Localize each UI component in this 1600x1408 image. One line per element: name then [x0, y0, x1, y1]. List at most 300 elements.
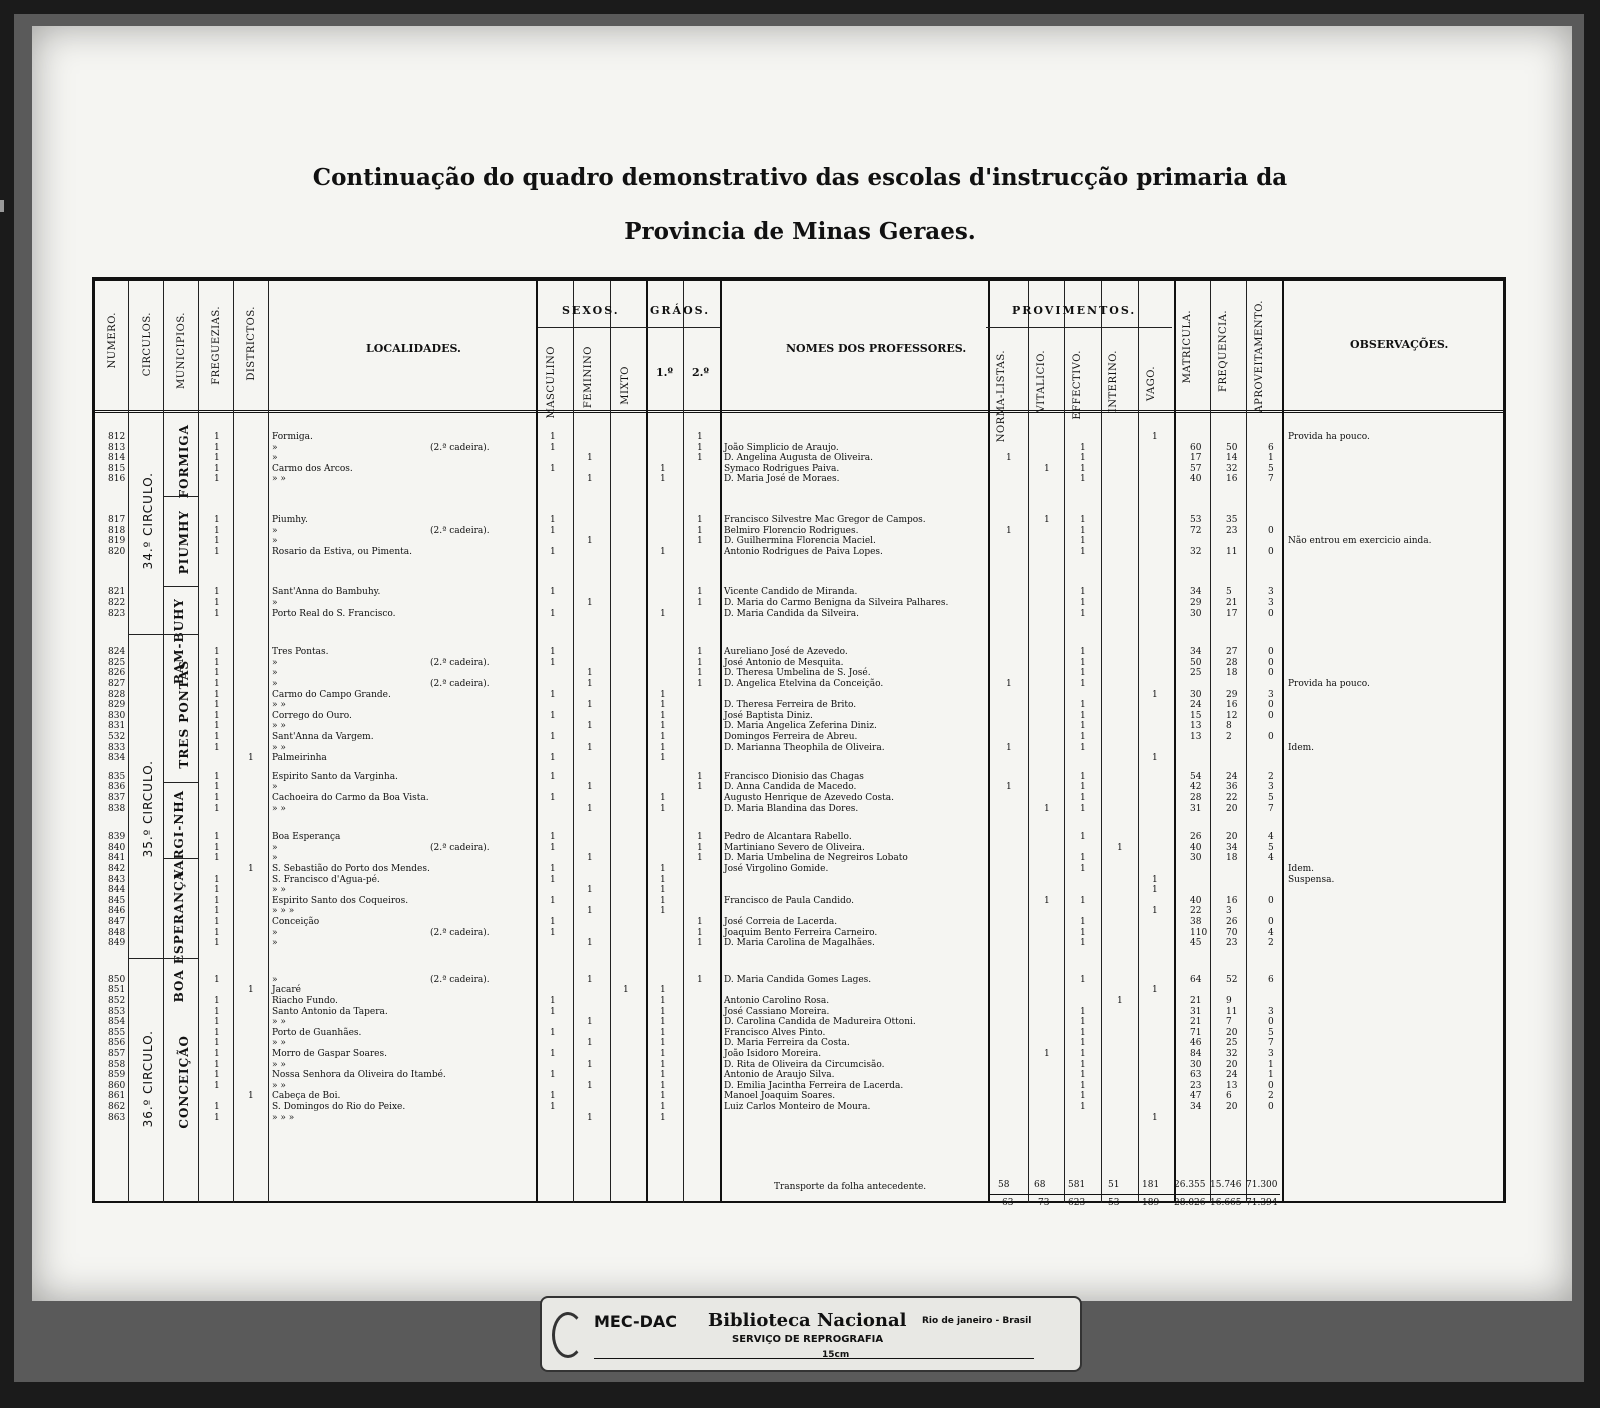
freguezia-mark: 1 [214, 525, 220, 536]
matricula-value: 24 [1190, 700, 1202, 711]
frequencia-value: 11 [1226, 1006, 1238, 1017]
stamp-library: Biblioteca Nacional [708, 1310, 907, 1331]
column-rule [198, 281, 199, 1203]
header-grao-2: 2.º [692, 366, 709, 379]
vitalicio-mark: 1 [1044, 895, 1050, 906]
grao1-mark: 1 [660, 864, 666, 874]
feminino-mark: 1 [587, 974, 593, 985]
grao1-mark: 1 [660, 463, 666, 474]
matricula-value: 26 [1190, 832, 1202, 843]
freguezia-mark: 1 [214, 657, 220, 668]
grao1-mark: 1 [660, 721, 666, 732]
row-number: 842 [108, 864, 126, 874]
masculino-mark: 1 [550, 832, 556, 843]
feminino-mark: 1 [587, 782, 593, 793]
column-rule [988, 281, 990, 1203]
transport-vitalicio: 68 [1034, 1180, 1046, 1190]
row-number: 827 [108, 679, 126, 689]
column-rule [1246, 281, 1247, 1203]
feminino-mark: 1 [587, 679, 593, 689]
professor-name: Belmiro Florencio Rodrigues. [724, 525, 859, 536]
professor-name: D. Theresa Ferreira de Brito. [724, 700, 857, 711]
professor-name: José Baptista Diniz. [724, 710, 813, 721]
professor-name: Aureliano José de Azevedo. [724, 647, 848, 658]
masculino-mark: 1 [550, 710, 556, 721]
matricula-value: 13 [1190, 732, 1202, 742]
column-rule [646, 281, 648, 1203]
feminino-mark: 1 [587, 1112, 593, 1123]
grao1-mark: 1 [660, 803, 666, 814]
effectivo-mark: 1 [1080, 1091, 1086, 1102]
interino-mark: 1 [1117, 842, 1123, 853]
row-number: 848 [108, 927, 126, 938]
localidade: » [272, 853, 278, 864]
stamp-service: SERVIÇO DE REPROGRAFIA [732, 1334, 884, 1345]
feminino-mark: 1 [587, 474, 593, 485]
freguezia-mark: 1 [214, 710, 220, 721]
cadeira-note: (2.ª cadeira). [430, 679, 490, 689]
grao1-mark: 1 [660, 874, 666, 885]
grao1-mark: 1 [660, 906, 666, 917]
vitalicio-mark: 1 [1044, 803, 1050, 814]
matricula-value: 31 [1190, 803, 1202, 814]
localidade: » » [272, 1017, 286, 1028]
effectivo-mark: 1 [1080, 536, 1086, 547]
column-rule [536, 281, 538, 1203]
localidade: Sant'Anna da Vargem. [272, 732, 374, 742]
frequencia-value: 23 [1226, 525, 1238, 536]
feminino-mark: 1 [587, 598, 593, 608]
feminino-mark: 1 [587, 853, 593, 864]
column-rule [128, 281, 129, 1203]
professor-name: D. Maria Angelica Zeferina Diniz. [724, 721, 877, 732]
effectivo-mark: 1 [1080, 1059, 1086, 1070]
matricula-value: 34 [1190, 647, 1202, 658]
matricula-value: 21 [1190, 996, 1202, 1006]
aproveitamento-value: 0 [1268, 657, 1274, 668]
professor-name: José Antonio de Mesquita. [724, 657, 844, 668]
row-number: 849 [108, 938, 126, 949]
freguezia-mark: 1 [214, 453, 220, 464]
masculino-mark: 1 [550, 917, 556, 927]
effectivo-mark: 1 [1080, 710, 1086, 721]
frequencia-value: 26 [1226, 917, 1238, 927]
effectivo-mark: 1 [1080, 853, 1086, 864]
row-number: 823 [108, 608, 126, 619]
aproveitamento-value: 6 [1268, 974, 1274, 985]
row-number: 532 [108, 732, 126, 742]
frequencia-value: 13 [1226, 1080, 1238, 1091]
frequencia-value: 16 [1226, 700, 1238, 711]
localidade: » » [272, 885, 286, 896]
effectivo-mark: 1 [1080, 546, 1086, 557]
aproveitamento-value: 0 [1268, 917, 1274, 927]
freguezia-mark: 1 [214, 474, 220, 485]
document-title: Continuação do quadro demonstrativo das escolas d'instrucção primaria da [312, 164, 1288, 191]
header-masculino: MASCULINO [546, 346, 557, 419]
matricula-value: 31 [1190, 1006, 1202, 1017]
frequencia-value: 32 [1226, 463, 1238, 474]
localidade: Conceição [272, 917, 320, 927]
grao1-mark: 1 [660, 474, 666, 485]
column-rule [1282, 281, 1284, 1203]
normalista-mark: 1 [1006, 782, 1012, 793]
matricula-value: 32 [1190, 546, 1202, 557]
localidade: Nossa Senhora da Oliveira do Itambé. [272, 1070, 446, 1081]
row-number: 818 [108, 525, 126, 536]
matricula-value: 45 [1190, 938, 1202, 949]
feminino-mark: 1 [587, 1080, 593, 1091]
aproveitamento-value: 0 [1268, 668, 1274, 679]
freguezia-mark: 1 [214, 874, 220, 885]
grao2-mark: 1 [697, 587, 703, 598]
circulo-36-label: 36.º CIRCULO. [141, 1030, 155, 1128]
freguezia-mark: 1 [214, 842, 220, 853]
header-divider [92, 410, 1506, 413]
matricula-value: 46 [1190, 1038, 1202, 1049]
total-frequencia: 16.665 [1210, 1198, 1242, 1208]
localidade: » [272, 927, 278, 938]
masculino-mark: 1 [550, 1070, 556, 1081]
grao2-mark: 1 [697, 832, 703, 843]
localidade: » » [272, 1059, 286, 1070]
cadeira-note: (2.ª cadeira). [430, 974, 490, 985]
transport-effectivo: 581 [1068, 1180, 1086, 1190]
grao2-mark: 1 [697, 453, 703, 464]
masculino-mark: 1 [550, 463, 556, 474]
row-number: 831 [108, 721, 126, 732]
row-number: 833 [108, 742, 126, 753]
localidade: S. Francisco d'Agua-pé. [272, 874, 380, 885]
feminino-mark: 1 [587, 938, 593, 949]
vago-mark: 1 [1152, 985, 1158, 996]
localidade: » » » [272, 1112, 295, 1123]
row-number: 856 [108, 1038, 126, 1049]
masculino-mark: 1 [550, 647, 556, 658]
cadeira-note: (2.ª cadeira). [430, 442, 490, 453]
film-edge-mark [0, 200, 4, 212]
professor-name: Symaco Rodrigues Paiva. [724, 463, 840, 474]
observacao-note: Provida ha pouco. [1288, 679, 1370, 689]
aproveitamento-value: 4 [1268, 832, 1274, 843]
aproveitamento-value: 1 [1268, 1059, 1274, 1070]
effectivo-mark: 1 [1080, 453, 1086, 464]
professor-name: Pedro de Alcantara Rabello. [724, 832, 852, 843]
cadeira-note: (2.ª cadeira). [430, 927, 490, 938]
professor-name: Antonio Rodrigues de Paiva Lopes. [724, 546, 883, 557]
total-normalistas: 63 [1002, 1198, 1014, 1208]
grao1-mark: 1 [660, 985, 666, 996]
freguezia-mark: 1 [214, 668, 220, 679]
freguezia-mark: 1 [214, 974, 220, 985]
matricula-value: 60 [1190, 442, 1202, 453]
normalista-mark: 1 [1006, 453, 1012, 464]
grao1-mark: 1 [660, 895, 666, 906]
professor-name: D. Angelica Etelvina da Conceição. [724, 679, 884, 689]
localidade: » » [272, 721, 286, 732]
frequencia-value: 3 [1226, 906, 1232, 917]
column-rule [163, 281, 164, 1203]
freguezia-mark: 1 [214, 721, 220, 732]
effectivo-mark: 1 [1080, 742, 1086, 753]
localidade: » [272, 842, 278, 853]
aproveitamento-value: 3 [1268, 1049, 1274, 1059]
freguezia-mark: 1 [214, 917, 220, 927]
row-number: 850 [108, 974, 126, 985]
professor-name: D. Maria Ferreira da Costa. [724, 1038, 850, 1049]
column-rule [233, 281, 234, 1203]
freguezia-mark: 1 [214, 442, 220, 453]
localidade: » [272, 657, 278, 668]
matricula-value: 21 [1190, 1017, 1202, 1028]
freguezia-mark: 1 [214, 803, 220, 814]
header-frequencia: FREQUENCIA. [1218, 310, 1229, 392]
frequencia-value: 32 [1226, 1049, 1238, 1059]
cadeira-note: (2.ª cadeira). [430, 842, 490, 853]
sep-municipio-4 [163, 782, 198, 783]
sexos-underline [538, 327, 648, 328]
grao2-mark: 1 [697, 679, 703, 689]
aproveitamento-value: 5 [1268, 793, 1274, 803]
municipio-piumhy: PIUMHY [177, 510, 191, 575]
aproveitamento-value: 5 [1268, 1027, 1274, 1038]
row-number: 837 [108, 793, 126, 803]
municipio-varginha: VARGI-NHA [172, 790, 186, 880]
vago-mark: 1 [1152, 753, 1158, 764]
professor-name: Martiniano Severo de Oliveira. [724, 842, 865, 853]
effectivo-mark: 1 [1080, 463, 1086, 474]
freguezia-mark: 1 [214, 732, 220, 742]
sep-municipio-2 [163, 586, 198, 587]
frequencia-value: 12 [1226, 710, 1238, 721]
feminino-mark: 1 [587, 700, 593, 711]
frequencia-value: 25 [1226, 1038, 1238, 1049]
effectivo-mark: 1 [1080, 1006, 1086, 1017]
row-number: 820 [108, 546, 126, 557]
grao2-mark: 1 [697, 771, 703, 782]
observacao-note: Idem. [1288, 742, 1315, 753]
grao2-mark: 1 [697, 927, 703, 938]
header-graos: GRÁOS. [650, 304, 711, 317]
row-number: 815 [108, 463, 126, 474]
matricula-value: 30 [1190, 608, 1202, 619]
normalista-mark: 1 [1006, 742, 1012, 753]
row-number: 858 [108, 1059, 126, 1070]
districto-mark: 1 [248, 864, 254, 874]
aproveitamento-value: 0 [1268, 895, 1274, 906]
matricula-value: 30 [1190, 689, 1202, 700]
effectivo-mark: 1 [1080, 647, 1086, 658]
feminino-mark: 1 [587, 668, 593, 679]
row-number: 816 [108, 474, 126, 485]
aproveitamento-value: 0 [1268, 710, 1274, 721]
localidade: » » [272, 474, 286, 485]
row-number: 814 [108, 453, 126, 464]
localidade: » » [272, 803, 286, 814]
effectivo-mark: 1 [1080, 917, 1086, 927]
freguezia-mark: 1 [214, 927, 220, 938]
freguezia-mark: 1 [214, 832, 220, 843]
grao1-mark: 1 [660, 1102, 666, 1112]
masculino-mark: 1 [550, 864, 556, 874]
freguezia-mark: 1 [214, 679, 220, 689]
grao1-mark: 1 [660, 608, 666, 619]
grao1-mark: 1 [660, 1070, 666, 1081]
grao2-mark: 1 [697, 647, 703, 658]
frequencia-value: 28 [1226, 657, 1238, 668]
grao1-mark: 1 [660, 793, 666, 803]
matricula-value: 71 [1190, 1027, 1202, 1038]
grao2-mark: 1 [697, 598, 703, 608]
grao2-mark: 1 [697, 536, 703, 547]
effectivo-mark: 1 [1080, 1070, 1086, 1081]
feminino-mark: 1 [587, 721, 593, 732]
localidade: S. Sebastião do Porto dos Mendes. [272, 864, 430, 874]
professor-name: D. Maria Carolina de Magalhães. [724, 938, 875, 949]
row-number: 822 [108, 598, 126, 608]
effectivo-mark: 1 [1080, 1080, 1086, 1091]
header-professores: NOMES DOS PROFESSORES. [786, 342, 967, 355]
header-freguezias: FREGUEZIAS. [211, 306, 222, 385]
normalista-mark: 1 [1006, 525, 1012, 536]
vago-mark: 1 [1152, 874, 1158, 885]
row-number: 830 [108, 710, 126, 721]
total-vago: 189 [1142, 1198, 1160, 1208]
freguezia-mark: 1 [214, 895, 220, 906]
grao1-mark: 1 [660, 700, 666, 711]
localidade: » [272, 668, 278, 679]
effectivo-mark: 1 [1080, 474, 1086, 485]
municipio-conceicao: CONCEIÇÃO [177, 1035, 191, 1129]
freguezia-mark: 1 [214, 853, 220, 864]
professor-name: D. Maria Candida da Silveira. [724, 608, 860, 619]
matricula-value: 28 [1190, 793, 1202, 803]
freguezia-mark: 1 [214, 515, 220, 525]
transport-normalistas: 58 [998, 1180, 1010, 1190]
row-number: 857 [108, 1049, 126, 1059]
feminino-mark: 1 [587, 906, 593, 917]
feminino-mark: 1 [587, 803, 593, 814]
header-feminino: FEMININO [583, 346, 594, 409]
masculino-mark: 1 [550, 1006, 556, 1017]
professor-name: D. Maria Candida Gomes Lages. [724, 974, 872, 985]
circulo-34-label: 34.º CIRCULO. [141, 472, 155, 570]
municipio-formiga: FORMIGA [177, 424, 191, 499]
localidade: Carmo do Campo Grande. [272, 689, 391, 700]
frequencia-value: 9 [1226, 996, 1232, 1006]
matricula-value: 42 [1190, 782, 1202, 793]
header-numero: NUMERO. [107, 312, 118, 369]
header-localidades: LOCALIDADES. [366, 342, 461, 355]
row-number: 812 [108, 432, 126, 442]
aproveitamento-value: 0 [1268, 525, 1274, 536]
freguezia-mark: 1 [214, 463, 220, 474]
matricula-value: 30 [1190, 1059, 1202, 1070]
frequencia-value: 6 [1226, 1091, 1232, 1102]
grao2-mark: 1 [697, 917, 703, 927]
provimentos-underline [986, 327, 1172, 328]
masculino-mark: 1 [550, 587, 556, 598]
freguezia-mark: 1 [214, 1102, 220, 1112]
professor-name: D. Anna Candida de Macedo. [724, 782, 857, 793]
grao2-mark: 1 [697, 938, 703, 949]
freguezia-mark: 1 [214, 996, 220, 1006]
frequencia-value: 24 [1226, 1070, 1238, 1081]
localidade: S. Domingos do Rio do Peixe. [272, 1102, 406, 1112]
frequencia-value: 20 [1226, 1102, 1238, 1112]
header-municipios: MUNICIPIOS. [176, 312, 187, 390]
localidade: » » [272, 1080, 286, 1091]
vago-mark: 1 [1152, 906, 1158, 917]
column-rule [573, 281, 574, 1203]
grao1-mark: 1 [660, 1080, 666, 1091]
grao1-mark: 1 [660, 742, 666, 753]
frequencia-value: 29 [1226, 689, 1238, 700]
row-number: 828 [108, 689, 126, 700]
professor-name: D. Guilhermina Florencia Maciel. [724, 536, 876, 547]
effectivo-mark: 1 [1080, 803, 1086, 814]
localidade: » [272, 679, 278, 689]
localidade: Cabeça de Boi. [272, 1091, 341, 1102]
aproveitamento-value: 2 [1268, 771, 1274, 782]
freguezia-mark: 1 [214, 938, 220, 949]
column-rule [1174, 281, 1176, 1203]
masculino-mark: 1 [550, 753, 556, 764]
aproveitamento-value: 7 [1268, 803, 1274, 814]
matricula-value: 40 [1190, 474, 1202, 485]
row-number: 853 [108, 1006, 126, 1017]
effectivo-mark: 1 [1080, 598, 1086, 608]
grao1-mark: 1 [660, 885, 666, 896]
freguezia-mark: 1 [214, 700, 220, 711]
matricula-value: 34 [1190, 1102, 1202, 1112]
effectivo-mark: 1 [1080, 1049, 1086, 1059]
matricula-value: 64 [1190, 974, 1202, 985]
freguezia-mark: 1 [214, 885, 220, 896]
masculino-mark: 1 [550, 927, 556, 938]
grao2-mark: 1 [697, 842, 703, 853]
row-number: 836 [108, 782, 126, 793]
effectivo-mark: 1 [1080, 1038, 1086, 1049]
observacao-note: Suspensa. [1288, 874, 1335, 885]
row-number: 826 [108, 668, 126, 679]
frequencia-value: 21 [1226, 598, 1238, 608]
column-rule [610, 281, 611, 1203]
column-rule [1064, 281, 1065, 1203]
aproveitamento-value: 3 [1268, 587, 1274, 598]
localidade: » [272, 536, 278, 547]
matricula-value: 84 [1190, 1049, 1202, 1059]
grao1-mark: 1 [660, 546, 666, 557]
aproveitamento-value: 3 [1268, 689, 1274, 700]
total-aproveitamento: 71.394 [1246, 1198, 1278, 1208]
sep-circulo-34 [128, 634, 198, 635]
normalista-mark: 1 [1006, 679, 1012, 689]
row-number: 819 [108, 536, 126, 547]
total-effectivo: 623 [1068, 1198, 1086, 1208]
transport-vago: 181 [1142, 1180, 1160, 1190]
observacao-note: Não entrou em exercicio ainda. [1288, 536, 1432, 547]
aproveitamento-value: 0 [1268, 1017, 1274, 1028]
header-mixto: MIXTO [620, 366, 631, 405]
frequencia-value: 52 [1226, 974, 1238, 985]
professor-name: Luiz Carlos Monteiro de Moura. [724, 1102, 871, 1112]
frequencia-value: 18 [1226, 668, 1238, 679]
freguezia-mark: 1 [214, 1049, 220, 1059]
freguezia-mark: 1 [214, 536, 220, 547]
row-number: 821 [108, 587, 126, 598]
frequencia-value: 20 [1226, 803, 1238, 814]
